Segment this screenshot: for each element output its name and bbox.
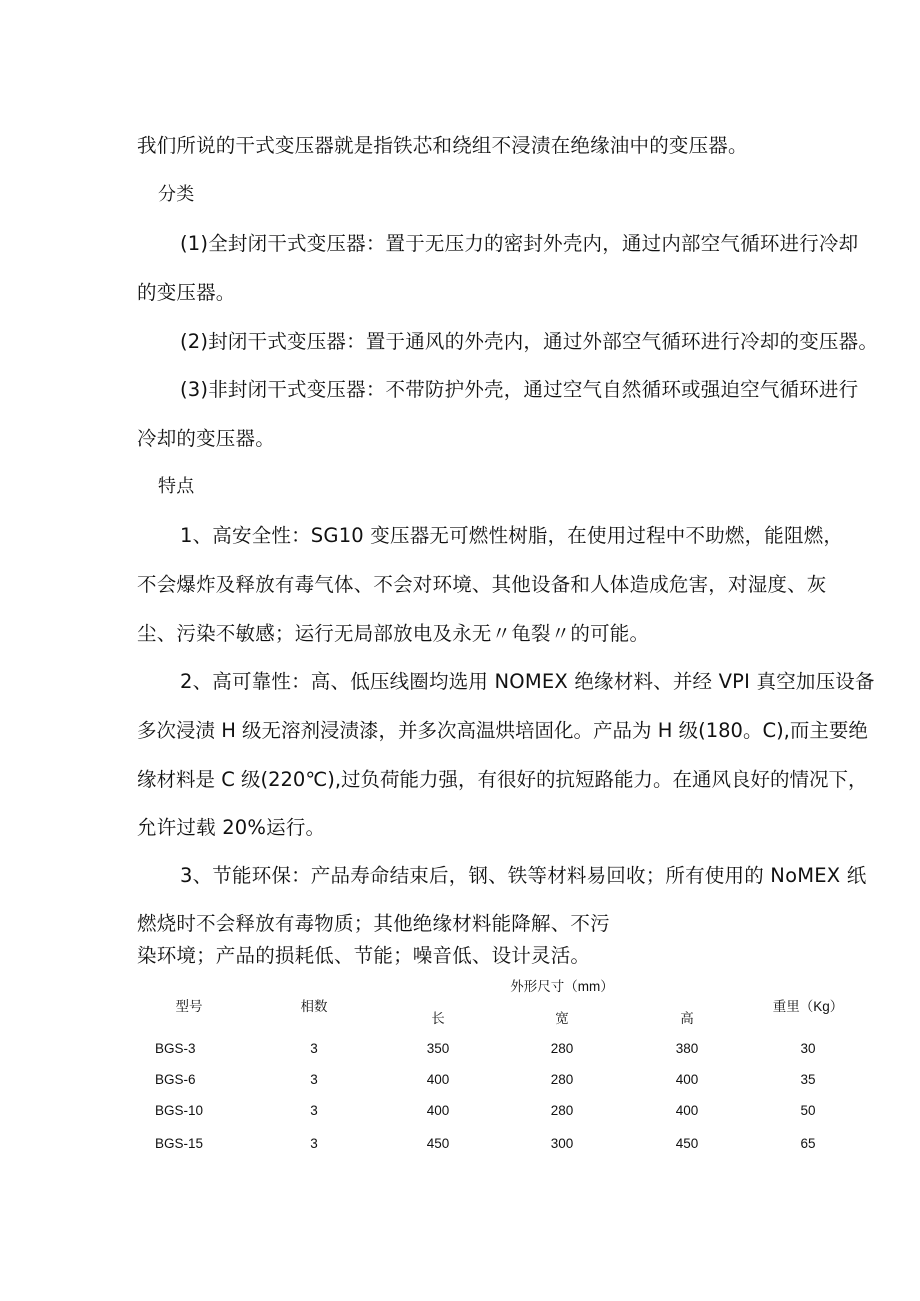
row2-width: 280: [550, 1072, 574, 1087]
row4-width: 300: [550, 1136, 574, 1151]
row4-length: 450: [426, 1136, 450, 1151]
feature3-line1: 3、节能环保：产品寿命结束后，钢、铁等材料易回收；所有使用的 NoMEX 纸: [180, 864, 867, 887]
feature3-line2: 燃烧时不会释放有毒物质；其他绝缘材料能降解、不污: [137, 912, 610, 935]
class2-line: (2)封闭干式变压器：置于通风的外壳内，通过外部空气循环进行冷却的变压器。: [180, 330, 879, 353]
row2-weight: 35: [800, 1072, 816, 1087]
feature2-line1: 2、高可靠性：高、低压线圈均选用 NOMEX 绝缘材料、并经 VPI 真空加压设备: [180, 670, 875, 693]
header-model: 型号: [175, 999, 203, 1014]
row3-length: 400: [426, 1103, 450, 1118]
row4-height: 450: [675, 1136, 699, 1151]
row3-width: 280: [550, 1103, 574, 1118]
feature1-line2: 不会爆炸及释放有毒气体、不会对环境、其他设备和人体造成危害，对湿度、灰: [137, 573, 827, 596]
row2-height: 400: [675, 1072, 699, 1087]
row1-height: 380: [675, 1041, 699, 1056]
header-length: 长: [431, 1011, 445, 1026]
row1-model: BGS-3: [155, 1041, 196, 1056]
feature1-line1: 1、高安全性：SG10 变压器无可燃性树脂，在使用过程中不助燃，能阻燃，: [180, 524, 844, 547]
row3-phases: 3: [310, 1103, 318, 1118]
header-width: 宽: [555, 1011, 569, 1026]
header-height: 高: [680, 1011, 694, 1026]
header-weight: 重里（Kg）: [772, 999, 844, 1014]
feature2-line4: 允许过载 20%运行。: [137, 816, 326, 839]
classification-heading: 分类: [158, 184, 195, 205]
features-heading: 特点: [158, 476, 195, 497]
class1-line1: (1)全封闭干式变压器：置于无压力的密封外壳内，通过内部空气循环进行冷却: [180, 232, 859, 255]
feature1-line3: 尘、污染不敏感；运行无局部放电及永无〃龟裂〃的可能。: [137, 622, 650, 645]
class3-line1: (3)非封闭干式变压器：不带防护外壳，通过空气自然循环或强迫空气循环进行: [180, 378, 859, 401]
row1-weight: 30: [800, 1041, 816, 1056]
row4-model: BGS-15: [155, 1136, 204, 1151]
class1-line2: 的变压器。: [137, 281, 236, 304]
feature2-line3: 缘材料是 C 级(220℃),过负荷能力强，有很好的抗短路能力。在通风良好的情况下，: [137, 768, 868, 791]
class3-line2: 冷却的变压器。: [137, 427, 275, 450]
row2-length: 400: [426, 1072, 450, 1087]
feature3-line3: 染环境；产品的损耗低、节能；噪音低、设计灵活。: [137, 944, 591, 967]
row4-weight: 65: [800, 1136, 816, 1151]
row2-model: BGS-6: [155, 1072, 196, 1087]
feature2-line2: 多次浸渍 H 级无溶剂浸渍漆，并多次高温烘培固化。产品为 H 级(180。C),而主要绝: [137, 719, 868, 742]
row4-phases: 3: [310, 1136, 318, 1151]
row2-phases: 3: [310, 1072, 318, 1087]
row1-width: 280: [550, 1041, 574, 1056]
row1-phases: 3: [310, 1041, 318, 1056]
header-phases: 相数: [300, 999, 328, 1014]
header-dimensions: 外形尺寸（mm）: [510, 979, 614, 994]
row1-length: 350: [426, 1041, 450, 1056]
row3-model: BGS-10: [155, 1103, 204, 1118]
row3-weight: 50: [800, 1103, 816, 1118]
row3-height: 400: [675, 1103, 699, 1118]
intro-paragraph: 我们所说的干式变压器就是指铁芯和绕组不浸渍在绝缘油中的变压器。: [137, 134, 748, 157]
